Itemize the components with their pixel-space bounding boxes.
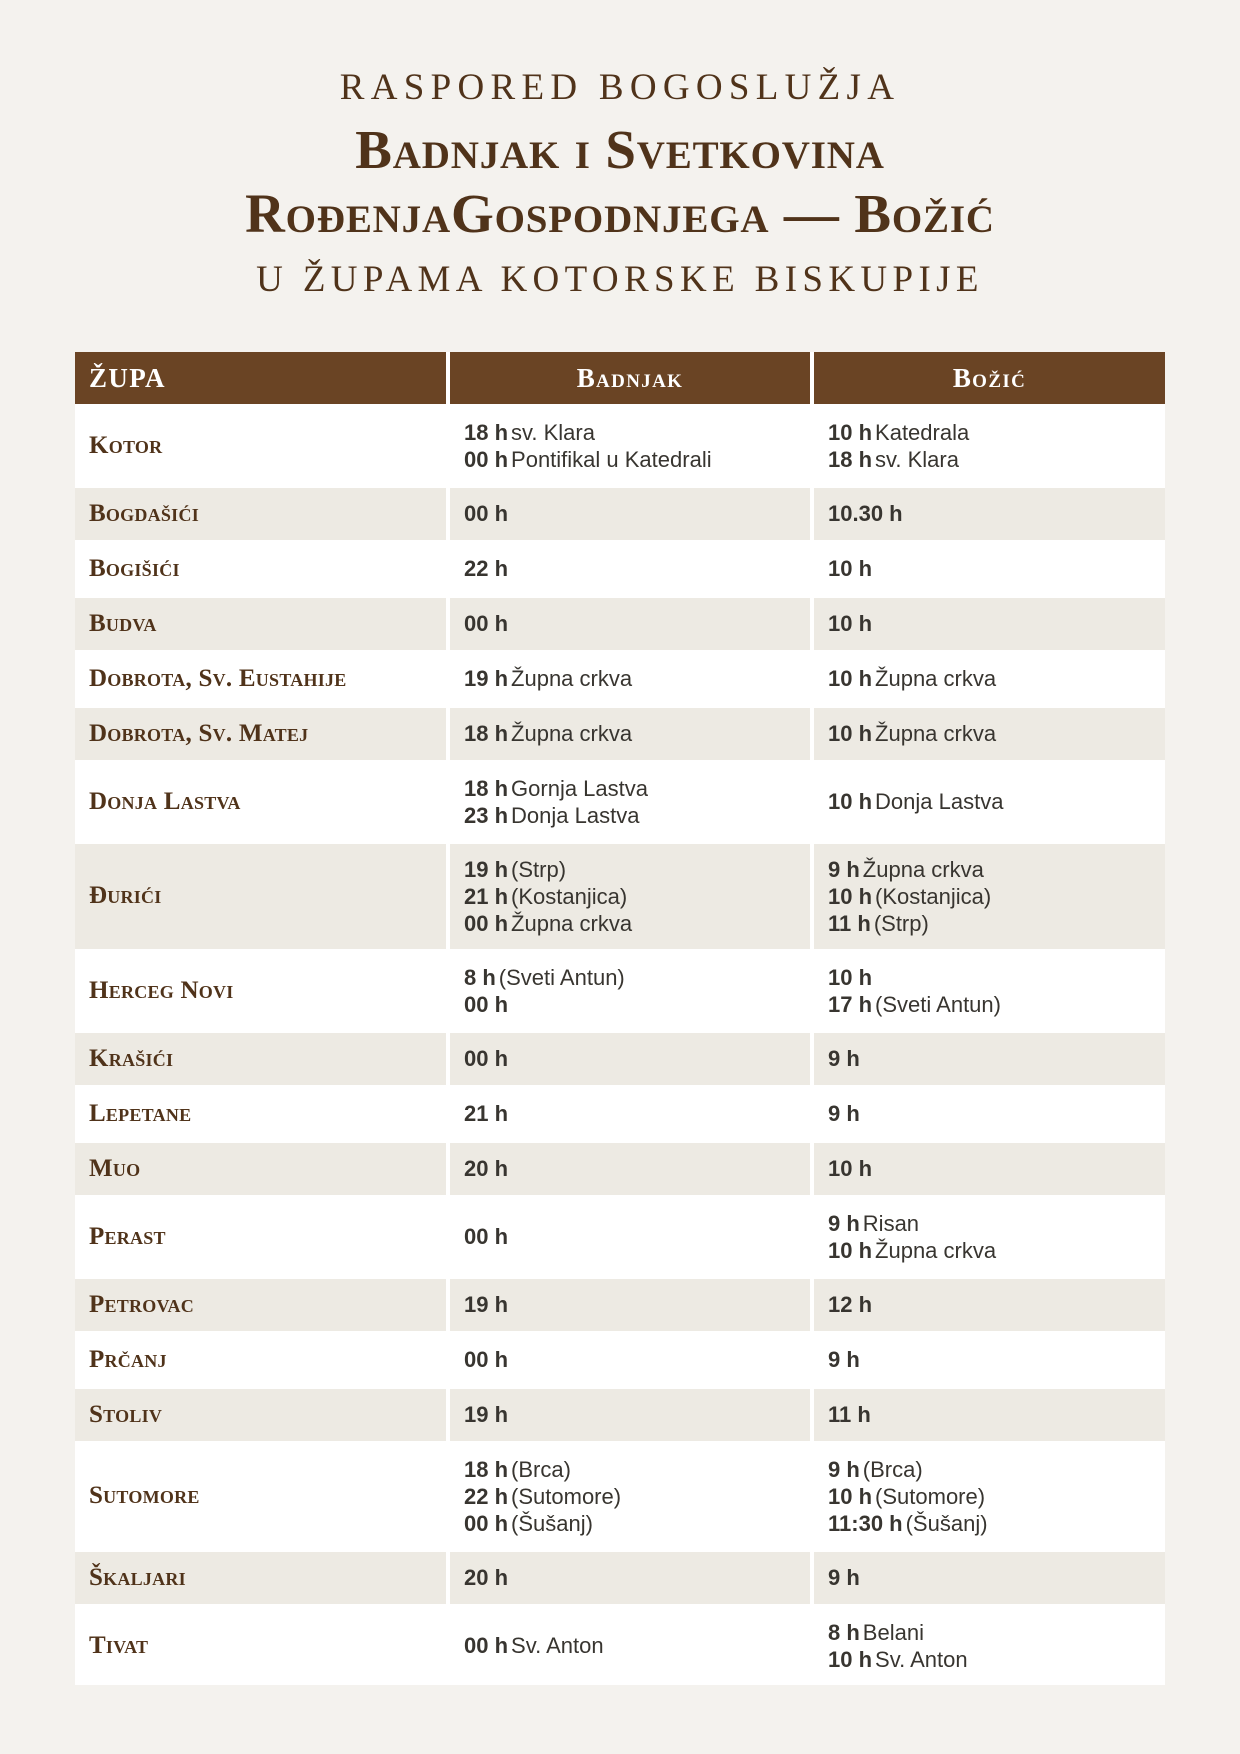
service-place: Risan xyxy=(862,1210,920,1236)
service-entry xyxy=(464,555,800,582)
table-row xyxy=(75,950,1165,1031)
service-entry xyxy=(828,1100,1155,1127)
schedule-header-row xyxy=(75,352,1165,405)
service-entry xyxy=(828,1155,1155,1182)
table-row xyxy=(75,1196,1165,1277)
badnjak-cell xyxy=(448,651,812,706)
page-title xyxy=(0,64,1240,306)
title-subtitle: U ŽUPAMA KOTORSKE BISKUPIJE xyxy=(256,258,984,300)
badnjak-cell xyxy=(448,541,812,596)
bozic-cell xyxy=(812,1387,1165,1442)
service-place: (Brca) xyxy=(862,1456,923,1482)
service-entry xyxy=(464,1100,800,1127)
service-entry xyxy=(464,610,800,637)
bozic-cell xyxy=(812,1550,1165,1605)
parish-name: Petrovac xyxy=(75,1277,448,1332)
service-place: sv. Klara xyxy=(875,446,959,472)
bozic-cell xyxy=(812,405,1165,486)
parish-name: Lepetane xyxy=(75,1086,448,1141)
badnjak-cell xyxy=(448,486,812,541)
service-time: 11 h xyxy=(828,910,871,936)
service-entry xyxy=(828,446,1155,473)
service-time: 18 h xyxy=(464,419,509,445)
service-entry xyxy=(464,1045,800,1072)
table-row xyxy=(75,761,1165,842)
service-time: 19 h xyxy=(464,1402,509,1428)
table-row xyxy=(75,486,1165,541)
service-entry xyxy=(828,1510,1155,1537)
table-row xyxy=(75,596,1165,651)
bozic-cell xyxy=(812,1086,1165,1141)
service-time: 00 h xyxy=(464,611,509,637)
service-place: Župna crkva xyxy=(511,666,633,692)
service-time: 22 h xyxy=(464,556,509,582)
table-row xyxy=(75,405,1165,486)
service-entry xyxy=(828,1564,1155,1591)
bozic-cell xyxy=(812,842,1165,950)
service-time: 00 h xyxy=(464,1633,509,1659)
service-entry xyxy=(828,910,1155,937)
service-place: sv. Klara xyxy=(511,419,595,445)
service-time: 19 h xyxy=(464,666,509,692)
service-entry xyxy=(828,788,1155,815)
service-time: 18 h xyxy=(464,775,509,801)
badnjak-cell xyxy=(448,1031,812,1086)
service-place: (Strp) xyxy=(511,856,567,882)
title-line-1: Badnjak i Svetkovina xyxy=(355,119,885,181)
badnjak-cell xyxy=(448,706,812,761)
bozic-cell xyxy=(812,1031,1165,1086)
service-entry xyxy=(464,1510,800,1537)
service-entry xyxy=(464,964,800,991)
service-place: Župna crkva xyxy=(862,856,984,882)
service-entry xyxy=(464,856,800,883)
service-entry xyxy=(828,856,1155,883)
table-row xyxy=(75,1277,1165,1332)
parish-name: Škaljari xyxy=(75,1550,448,1605)
service-place: Sv. Anton xyxy=(511,1633,604,1659)
service-time: 00 h xyxy=(464,501,509,527)
service-time: 00 h xyxy=(464,1347,509,1373)
parish-name: Donja Lastva xyxy=(75,761,448,842)
service-entry xyxy=(464,419,800,446)
parish-name: Sutomore xyxy=(75,1442,448,1550)
service-time: 00 h xyxy=(464,1046,509,1072)
bozic-cell xyxy=(812,1442,1165,1550)
service-place: (Brca) xyxy=(511,1456,571,1482)
schedule-table xyxy=(75,352,1165,1685)
service-time: 10 h xyxy=(828,964,873,990)
title-line-2: RođenjaGospodnjega — Božić xyxy=(245,183,995,245)
service-entry xyxy=(464,1346,800,1373)
service-time: 10 h xyxy=(828,1483,873,1509)
service-entry xyxy=(828,419,1155,446)
service-time: 17 h xyxy=(828,991,873,1017)
parish-name: Tivat xyxy=(75,1605,448,1685)
service-time: 10 h xyxy=(828,1646,873,1672)
parish-name: Đurići xyxy=(75,842,448,950)
service-time: 00 h xyxy=(464,446,509,472)
service-time: 18 h xyxy=(828,446,873,472)
badnjak-cell xyxy=(448,1141,812,1196)
table-row xyxy=(75,1605,1165,1685)
service-entry xyxy=(828,1210,1155,1237)
service-place: Donja Lastva xyxy=(875,789,1004,815)
service-entry xyxy=(464,883,800,910)
table-row xyxy=(75,1332,1165,1387)
service-entry xyxy=(828,883,1155,910)
table-row xyxy=(75,842,1165,950)
schedule-body xyxy=(75,405,1165,1685)
service-entry xyxy=(464,1564,800,1591)
service-entry xyxy=(464,720,800,747)
service-time: 10 h xyxy=(828,721,873,747)
service-entry xyxy=(464,665,800,692)
column-header-badnjak: Badnjak xyxy=(448,352,812,405)
parish-name: Krašići xyxy=(75,1031,448,1086)
service-time: 10 h xyxy=(828,419,873,445)
service-place: Sv. Anton xyxy=(875,1646,968,1672)
service-time: 22 h xyxy=(464,1483,509,1509)
service-time: 9 h xyxy=(828,856,860,882)
parish-name: Kotor xyxy=(75,405,448,486)
service-time: 19 h xyxy=(464,856,509,882)
service-place: (Šušanj) xyxy=(511,1510,593,1536)
service-entry xyxy=(828,1483,1155,1510)
bozic-cell xyxy=(812,1605,1165,1685)
service-entry xyxy=(464,1155,800,1182)
service-entry xyxy=(828,1237,1155,1264)
bozic-cell xyxy=(812,761,1165,842)
bozic-cell xyxy=(812,706,1165,761)
service-place: (Kostanjica) xyxy=(511,883,628,909)
service-entry xyxy=(828,964,1155,991)
service-time: 9 h xyxy=(828,1046,860,1072)
service-time: 10 h xyxy=(828,1156,873,1182)
service-time: 9 h xyxy=(828,1565,860,1591)
column-header-bozic: Božić xyxy=(812,352,1165,405)
service-time: 10 h xyxy=(828,883,873,909)
badnjak-cell xyxy=(448,761,812,842)
column-header-zupa: ŽUPA xyxy=(75,352,448,405)
service-time: 8 h xyxy=(464,964,496,990)
table-row xyxy=(75,1031,1165,1086)
service-place: Belani xyxy=(862,1619,924,1645)
service-time: 00 h xyxy=(464,910,509,936)
table-row xyxy=(75,651,1165,706)
service-place: (Sveti Antun) xyxy=(498,964,625,990)
badnjak-cell xyxy=(448,1605,812,1685)
service-time: 9 h xyxy=(828,1101,860,1127)
service-time: 10 h xyxy=(828,556,873,582)
service-entry xyxy=(464,910,800,937)
service-entry xyxy=(464,1632,800,1659)
service-place: (Šušanj) xyxy=(905,1510,988,1536)
badnjak-cell xyxy=(448,950,812,1031)
service-entry xyxy=(464,1223,800,1250)
service-entry xyxy=(828,1045,1155,1072)
service-entry xyxy=(464,1401,800,1428)
service-entry xyxy=(464,1456,800,1483)
service-entry xyxy=(464,775,800,802)
parish-name: Budva xyxy=(75,596,448,651)
service-place: (Sutomore) xyxy=(875,1483,986,1509)
service-time: 19 h xyxy=(464,1292,509,1318)
parish-name: Stoliv xyxy=(75,1387,448,1442)
service-place: (Sveti Antun) xyxy=(875,991,1001,1017)
bozic-cell xyxy=(812,1196,1165,1277)
parish-name: Dobrota, Sv. Eustahije xyxy=(75,651,448,706)
service-entry xyxy=(828,1401,1155,1428)
service-place: Donja Lastva xyxy=(511,802,640,828)
service-entry xyxy=(828,720,1155,747)
bozic-cell xyxy=(812,596,1165,651)
table-row xyxy=(75,1086,1165,1141)
service-place: Župna crkva xyxy=(875,666,997,692)
service-entry xyxy=(828,665,1155,692)
service-time: 9 h xyxy=(828,1347,860,1373)
service-entry xyxy=(828,1291,1155,1318)
service-time: 10 h xyxy=(828,666,873,692)
service-time: 21 h xyxy=(464,883,509,909)
parish-name: Bogišići xyxy=(75,541,448,596)
title-kicker: RASPORED BOGOSLUŽJA xyxy=(339,67,901,108)
service-place: Katedrala xyxy=(875,419,970,445)
service-time: 12 h xyxy=(828,1292,873,1318)
badnjak-cell xyxy=(448,1550,812,1605)
service-entry xyxy=(828,610,1155,637)
service-place: (Strp) xyxy=(873,910,929,936)
parish-name: Dobrota, Sv. Matej xyxy=(75,706,448,761)
badnjak-cell xyxy=(448,1086,812,1141)
service-entry xyxy=(828,500,1155,527)
service-entry xyxy=(464,991,800,1018)
badnjak-cell xyxy=(448,1442,812,1550)
table-row xyxy=(75,1141,1165,1196)
bozic-cell xyxy=(812,541,1165,596)
service-entry xyxy=(828,991,1155,1018)
service-time: 10 h xyxy=(828,1237,873,1263)
service-place: Župna crkva xyxy=(875,721,997,747)
service-entry xyxy=(828,555,1155,582)
service-time: 10.30 h xyxy=(828,501,903,527)
table-row xyxy=(75,706,1165,761)
service-place: Župna crkva xyxy=(511,910,633,936)
parish-name: Muo xyxy=(75,1141,448,1196)
service-time: 20 h xyxy=(464,1565,509,1591)
bozic-cell xyxy=(812,1141,1165,1196)
service-entry xyxy=(828,1346,1155,1373)
service-entry xyxy=(464,1483,800,1510)
service-time: 11 h xyxy=(828,1402,871,1428)
service-place: Župna crkva xyxy=(511,721,633,747)
parish-name: Perast xyxy=(75,1196,448,1277)
service-entry xyxy=(464,1291,800,1318)
service-time: 10 h xyxy=(828,611,873,637)
service-place: Pontifikal u Katedrali xyxy=(511,446,712,472)
service-entry xyxy=(828,1456,1155,1483)
service-entry xyxy=(828,1619,1155,1646)
table-row xyxy=(75,1550,1165,1605)
bozic-cell xyxy=(812,486,1165,541)
parish-name: Herceg Novi xyxy=(75,950,448,1031)
service-place: Gornja Lastva xyxy=(511,775,648,801)
service-place: (Sutomore) xyxy=(511,1483,622,1509)
badnjak-cell xyxy=(448,596,812,651)
service-place: (Kostanjica) xyxy=(875,883,992,909)
service-time: 00 h xyxy=(464,991,509,1017)
service-time: 11:30 h xyxy=(828,1510,903,1536)
service-entry xyxy=(464,500,800,527)
badnjak-cell xyxy=(448,405,812,486)
badnjak-cell xyxy=(448,1387,812,1442)
bozic-cell xyxy=(812,1277,1165,1332)
service-entry xyxy=(464,802,800,829)
table-row xyxy=(75,541,1165,596)
badnjak-cell xyxy=(448,1277,812,1332)
service-time: 18 h xyxy=(464,721,509,747)
badnjak-cell xyxy=(448,1196,812,1277)
bozic-cell xyxy=(812,950,1165,1031)
service-time: 21 h xyxy=(464,1101,509,1127)
bozic-cell xyxy=(812,651,1165,706)
service-time: 9 h xyxy=(828,1210,860,1236)
service-time: 23 h xyxy=(464,802,509,828)
table-row xyxy=(75,1387,1165,1442)
service-time: 10 h xyxy=(828,789,873,815)
badnjak-cell xyxy=(448,1332,812,1387)
parish-name: Prčanj xyxy=(75,1332,448,1387)
service-entry xyxy=(828,1646,1155,1673)
service-time: 9 h xyxy=(828,1456,860,1482)
parish-name: Bogdašići xyxy=(75,486,448,541)
service-time: 00 h xyxy=(464,1510,509,1536)
service-time: 00 h xyxy=(464,1224,509,1250)
service-time: 18 h xyxy=(464,1456,509,1482)
badnjak-cell xyxy=(448,842,812,950)
bozic-cell xyxy=(812,1332,1165,1387)
table-row xyxy=(75,1442,1165,1550)
service-time: 20 h xyxy=(464,1156,509,1182)
service-time: 8 h xyxy=(828,1619,860,1645)
service-place: Župna crkva xyxy=(875,1237,997,1263)
service-entry xyxy=(464,446,800,473)
